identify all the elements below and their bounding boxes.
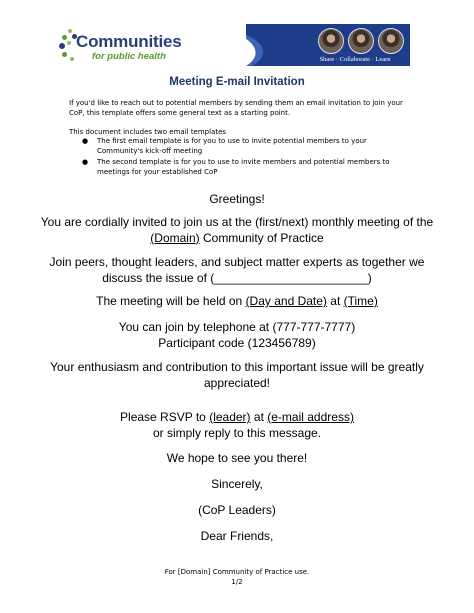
logo-title: Communities — [76, 32, 182, 51]
list-item-text: The first email template is for you to use to invite potential members to your Community's kick-off meeting — [97, 137, 367, 155]
rsvp-line — [40, 410, 434, 426]
logo — [56, 24, 246, 66]
bullet-icon: ● — [82, 137, 89, 145]
telephone-paragraph — [40, 320, 434, 351]
template-list — [69, 137, 409, 179]
rsvp-text: Please RSVP to — [120, 410, 210, 424]
schedule-at: at — [326, 294, 344, 308]
greeting-text: Greetings! — [209, 192, 265, 206]
member-photo-icon — [318, 28, 344, 54]
time-placeholder: (Time) — [343, 294, 378, 308]
appreciation-paragraph — [40, 360, 434, 391]
discussion-text: Join peers, thought leaders, and subject matter experts as together we discuss the issue of — [49, 255, 425, 285]
invitation-text-end: Community of Practice — [199, 230, 324, 245]
page-title: Meeting E-mail Invitation — [169, 76, 305, 88]
member-photo-icon — [348, 28, 374, 54]
schedule-text: The meeting will be held on — [96, 294, 246, 308]
intro-paragraph: If you'd like to reach out to potential members by sending them an email invitation to join your CoP, this template offers some general text as a starting point. — [69, 99, 403, 117]
signature-text: (CoP Leaders) — [198, 503, 276, 517]
page-number: 1/2 — [231, 578, 243, 586]
date-placeholder: (Day and Date) — [245, 294, 327, 308]
logo-subtitle: for public health — [92, 51, 166, 62]
closing-hope — [40, 451, 434, 467]
list-item-text: The second template is for you to use to invite members and potential members to meetings for your established CoP — [97, 158, 390, 176]
footer-text: For [Domain] Community of Practice use. — [164, 568, 310, 576]
rsvp-paragraph — [40, 410, 434, 441]
tagline: Share · Collaborate · Learn — [319, 56, 391, 63]
email-placeholder: (e-mail address) — [267, 410, 354, 424]
bullet-icon: ● — [82, 158, 89, 166]
discussion-paragraph — [40, 255, 434, 286]
list-item — [69, 137, 409, 156]
invitation-text: You are cordially invited to join us at the (first/next) monthly meeting of the — [40, 215, 434, 229]
second-greeting-text: Dear Friends, — [200, 529, 274, 543]
appreciation-text: Your enthusiasm and contribution to this important issue will be greatly appreciated! — [50, 360, 424, 390]
domain-placeholder: (Domain) — [150, 230, 200, 245]
page-footer — [0, 567, 474, 587]
telephone-line: You can join by telephone at (777-777-7777) — [118, 320, 356, 334]
list-item — [69, 158, 409, 177]
sign-off — [40, 477, 434, 493]
invitation-paragraph — [40, 215, 434, 246]
participant-code: Participant code (123456789) — [158, 335, 316, 350]
templates-note: This document includes two email templates — [69, 128, 227, 136]
second-template-greeting — [40, 529, 434, 545]
rsvp-at: at — [250, 410, 268, 424]
schedule-paragraph — [40, 294, 434, 310]
sign-off-text: Sincerely, — [211, 477, 263, 491]
header-banner — [56, 24, 410, 66]
closing-hope-text: We hope to see you there! — [166, 451, 308, 465]
greeting — [40, 192, 434, 208]
leader-placeholder: (leader) — [209, 410, 251, 424]
member-photo-icon — [378, 28, 404, 54]
reply-line: or simply reply to this message. — [152, 425, 322, 440]
issue-placeholder: (_______________________) — [210, 270, 372, 285]
signature — [40, 503, 434, 519]
